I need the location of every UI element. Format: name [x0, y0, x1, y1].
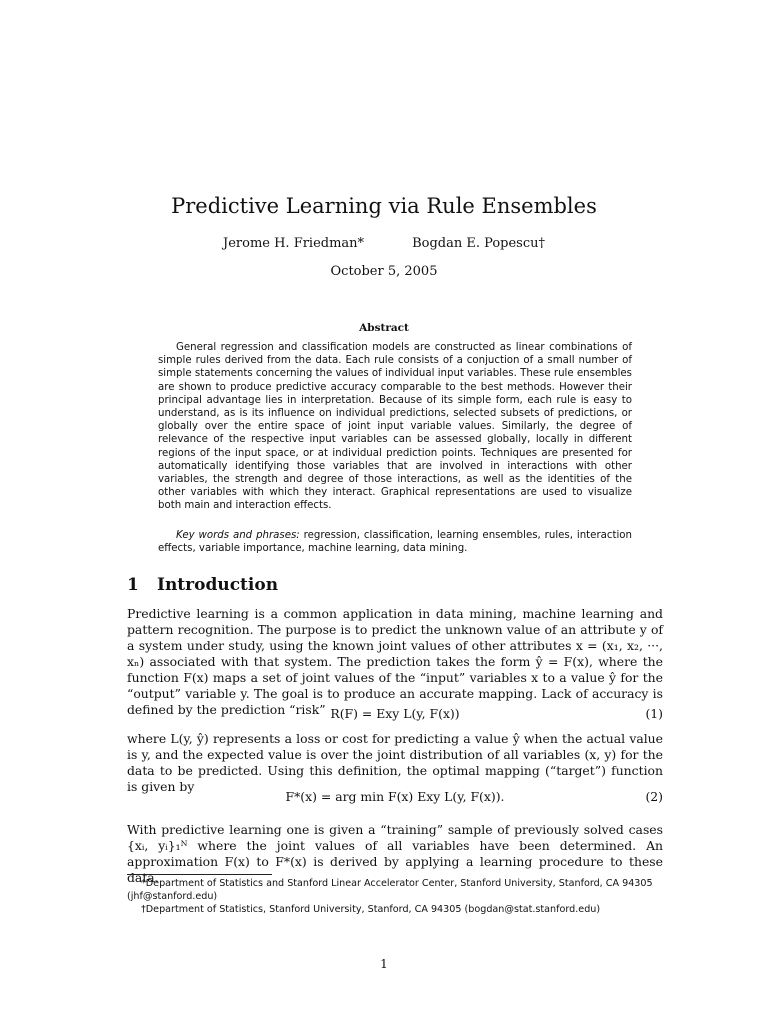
equation-1-expression: R(F) = Exy L(y, F(x)) [330, 706, 460, 721]
paragraph-intro: Predictive learning is a common application in data mining, machine learning and pattern recognition. The purpose is to predict the unknown value of an attribute y of a system under study, using the known joint values of other attributes x = (x₁, x₂, ···, xₙ) associated with that system. The prediction takes the form ŷ = F(x), where the function F(x) maps a set of joint values of the “input” variables x to a value ŷ for the “output” variable y. The goal is to produce an accurate mapping. Lack of accuracy is defined by the prediction “risk” [127, 606, 663, 717]
abstract-body [158, 341, 632, 513]
keywords [158, 529, 632, 555]
author-friedman: Jerome H. Friedman* [223, 236, 365, 251]
author-popescu: Bogdan E. Popescu† [412, 236, 545, 251]
paper-title: Predictive Learning via Rule Ensembles [171, 194, 597, 218]
keywords-label: Key words and phrases: [176, 530, 300, 541]
paper-date: October 5, 2005 [330, 264, 438, 279]
section-title: Introduction [157, 575, 279, 595]
footnote-popescu: †Department of Statistics, Stanford University, Stanford, CA 94305 (bogdan@stat.stanford.edu) [141, 904, 601, 915]
author-line [0, 236, 768, 251]
keywords-text: regression, classification, learning ensembles, rules, interaction effects, variable importance, machine learning, data mining. [158, 530, 632, 555]
footnote-divider [127, 874, 272, 875]
footnote-friedman: *Department of Statistics and Stanford Linear Accelerator Center, Stanford University, Stanford, CA 94305 (jhf@stanford.edu) [127, 878, 653, 902]
equation-1-number: (1) [645, 706, 663, 721]
paragraph-training: With predictive learning one is given a “training” sample of previously solved cases {xᵢ, yᵢ}₁ᴺ where the joint values of all variables have been determined. An approximation F(x) to F*(x) is derived by applying a learning procedure to these data. [127, 822, 663, 885]
equation-2-expression: F*(x) = arg min F(x) Exy L(y, F(x)). [285, 789, 505, 804]
paragraph-loss: where L(y, ŷ) represents a loss or cost for predicting a value ŷ when the actual value is y, and the expected value is over the joint distribution of all variables (x, y) for the data to be predicted. Using this definition, the optimal mapping (“target”) function is given by [127, 731, 663, 794]
abstract-text: General regression and classification models are constructed as linear combinations of simple rules derived from the data. Each rule consists of a conjuction of a small number of simple statements concerning the values of individual input variables. These rule ensembles are shown to produce predictive accuracy comparable to the best methods. However their principal advantage lies in interpretation. Because of its simple form, each rule is easy to understand, as is its influence on individual predictions, selected subsets of predictions, or globally over the entire space of joint input variable values. Similarly, the degree of relevance of the respective input variables can be assessed globally, locally in different regions of the input space, or at individual prediction points. Techniques are presented for automatically identifying those variables that are involved in interactions with other variables, the strength and degree of those interactions, as well as the identities of the other variables with which they interact. Graphical representations are used to visualize both main and interaction effects. [158, 342, 632, 512]
section-heading [127, 575, 278, 595]
abstract-heading: Abstract [359, 322, 409, 334]
equation-2-number: (2) [645, 789, 663, 804]
section-number: 1 [127, 575, 139, 595]
page-number: 1 [380, 957, 388, 971]
